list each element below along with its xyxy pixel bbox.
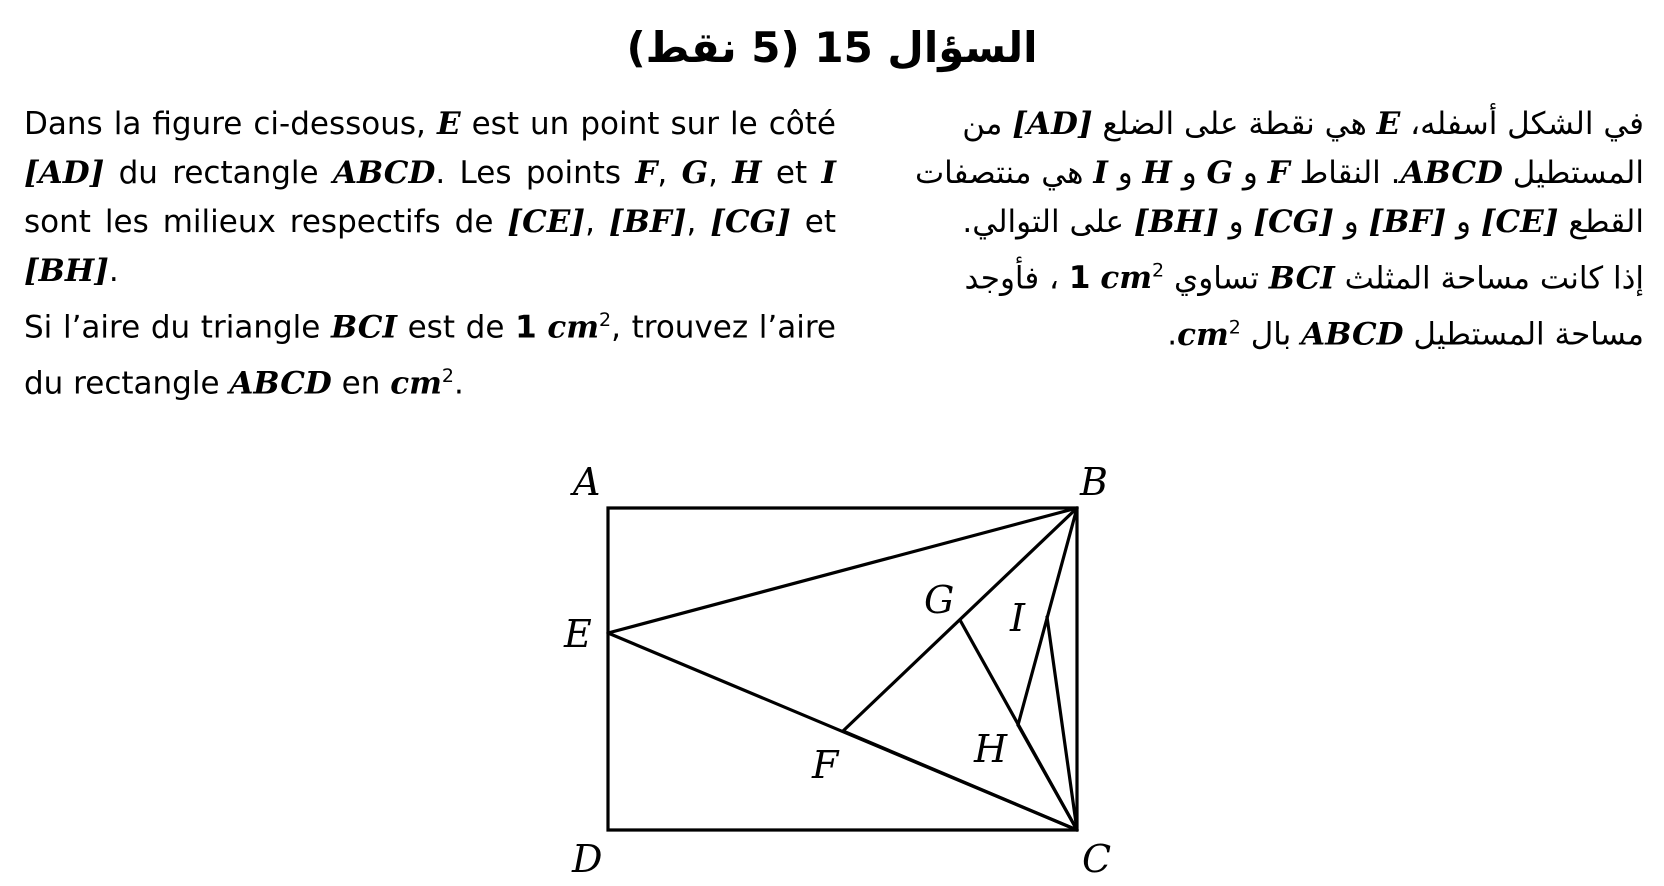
text-segment: و	[1333, 204, 1369, 240]
segment-FC	[843, 731, 1077, 830]
math-G: G	[1206, 155, 1234, 191]
text-segment: ,	[585, 204, 609, 240]
unit-exponent: 2	[599, 309, 612, 331]
math-H: H	[1142, 155, 1172, 191]
math-ABCD: ABCD	[229, 365, 332, 402]
math-BF: [BF]	[608, 204, 687, 240]
area-value: 1	[1068, 260, 1091, 297]
math-AD: [AD]	[1012, 106, 1093, 142]
text-segment: في الشكل أسفله،	[1400, 106, 1644, 142]
label-G: G	[924, 578, 955, 622]
text-segment: إذا كانت مساحة المثلث	[1334, 260, 1644, 297]
unit-exponent: 2	[1152, 260, 1165, 282]
text-segment: et	[761, 155, 822, 191]
math-ABCD: ABCD	[1301, 316, 1404, 353]
text-segment: ,	[708, 155, 733, 191]
text-segment: هي منتصفات القطع	[914, 155, 1644, 240]
math-G: G	[681, 155, 709, 191]
text-segment: و	[1218, 204, 1254, 240]
unit-cm: cm	[1100, 260, 1153, 297]
text-segment: .	[1167, 316, 1178, 353]
math-AD: [AD]	[24, 155, 105, 191]
math-BCI: BCI	[331, 309, 397, 346]
math-BCI: BCI	[1268, 260, 1335, 297]
unit-cm: cm	[547, 309, 599, 346]
text-segment: على التوالي.	[962, 204, 1134, 240]
text-segment: et	[790, 204, 836, 240]
question-title: السؤال 15 (5 نقط)	[626, 23, 1038, 72]
label-A: A	[573, 460, 601, 504]
label-B: B	[1080, 460, 1108, 504]
french-statement	[24, 100, 836, 409]
text-segment: هي نقطة على الضلع	[1092, 106, 1377, 142]
text-segment: بال	[1240, 316, 1302, 353]
math-CG: [CG]	[1253, 204, 1334, 240]
text-segment: ، فأوجد مساحة المستطيل	[964, 260, 1644, 353]
math-ABCD: ABCD	[1400, 155, 1503, 191]
segment-IC	[1047, 617, 1077, 830]
text-segment: en	[331, 365, 391, 402]
area-expression	[1069, 260, 1164, 296]
unit-cm: cm	[1177, 316, 1229, 353]
label-C: C	[1082, 837, 1112, 881]
math-F: F	[635, 155, 658, 191]
text-segment: est de	[396, 309, 516, 346]
text-segment: Si l’aire du triangle	[24, 309, 331, 346]
text-segment: Dans la figure ci-dessous,	[24, 106, 437, 142]
math-BH: [BH]	[1133, 204, 1219, 240]
label-I: I	[1010, 596, 1026, 640]
math-ABCD: ABCD	[332, 155, 436, 191]
text-segment: . النقاط	[1289, 155, 1401, 191]
text-segment: est un point sur le côté	[460, 106, 836, 142]
math-F: F	[1267, 155, 1290, 191]
text-segment: تساوي	[1164, 260, 1269, 297]
text-segment: ,	[686, 204, 711, 240]
text-segment: .	[453, 365, 464, 402]
unit-cm: cm	[390, 365, 442, 402]
segment-EB	[608, 508, 1077, 633]
text-segment: .	[108, 253, 119, 289]
math-BF: [BF]	[1368, 204, 1447, 240]
text-segment: و	[1446, 204, 1481, 240]
text-segment: و	[1233, 155, 1268, 191]
math-CG: [CG]	[710, 204, 791, 240]
math-CE: [CE]	[507, 204, 586, 240]
unit-exponent: 2	[441, 365, 454, 388]
unit-exponent: 2	[1228, 316, 1241, 339]
math-H: H	[732, 155, 762, 191]
label-D: D	[572, 837, 603, 881]
math-I: I	[1093, 155, 1108, 191]
text-segment: و	[1171, 155, 1207, 191]
label-F: F	[812, 743, 839, 787]
text-segment: , trouvez l’aire du rectangle	[24, 309, 837, 402]
text-segment: ,	[657, 155, 682, 191]
label-E: E	[564, 612, 592, 656]
unit-expression	[1177, 317, 1241, 353]
text-segment: من المستطيل	[962, 106, 1644, 191]
math-E: E	[436, 106, 461, 142]
text-segment: و	[1107, 155, 1143, 191]
text-segment: sont les milieux respectifs de	[24, 204, 508, 240]
rectangle-ABCD	[608, 508, 1077, 830]
text-segment: . Les points	[435, 155, 636, 191]
math-I: I	[821, 155, 837, 191]
math-CE: [CE]	[1480, 204, 1559, 240]
math-BH: [BH]	[24, 253, 109, 289]
math-E: E	[1376, 106, 1401, 142]
area-value: 1	[515, 309, 537, 346]
geometry-figure	[540, 440, 1140, 886]
arabic-statement	[872, 100, 1644, 360]
label-H: H	[974, 727, 1008, 771]
text-segment: du rectangle	[104, 155, 333, 191]
